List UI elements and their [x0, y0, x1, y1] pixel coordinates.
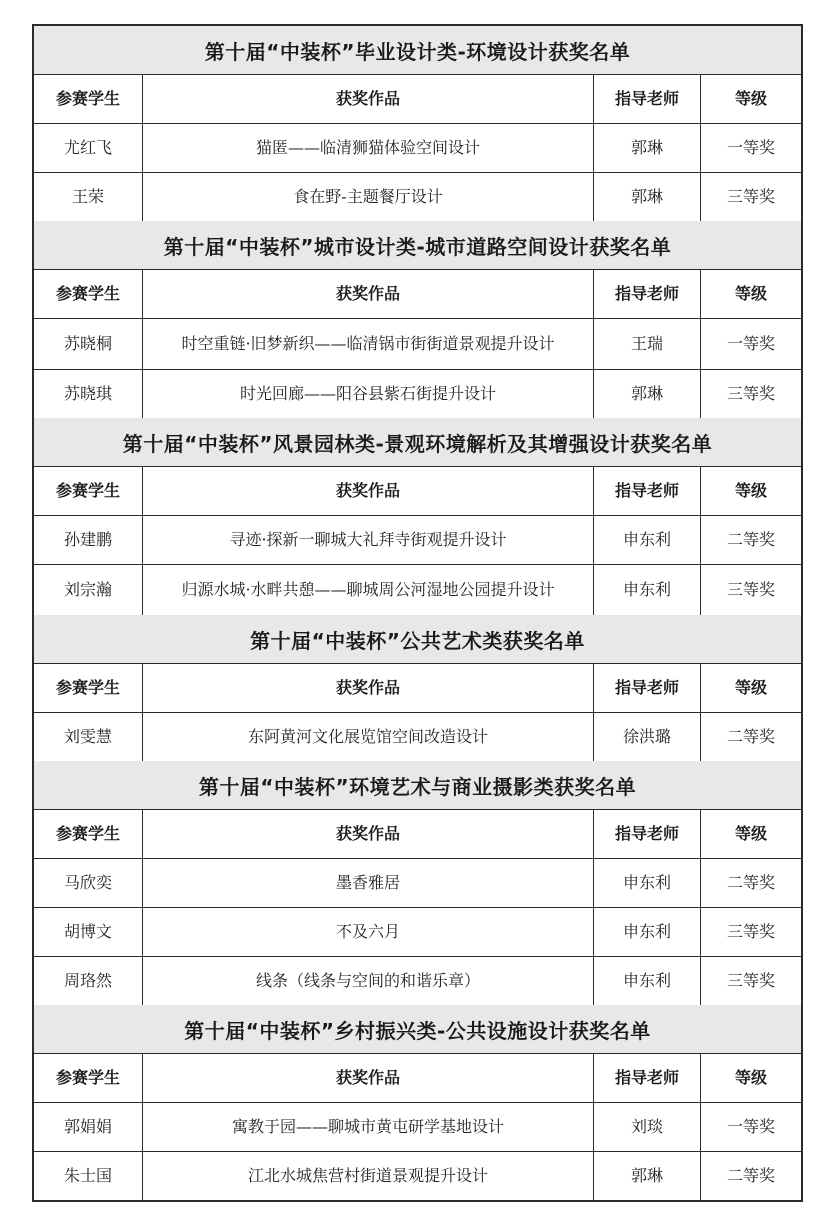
table-header-row	[34, 1054, 801, 1103]
student-cell: 周珞然	[34, 957, 143, 1005]
level-cell: 二等奖	[726, 727, 775, 746]
student-cell: 朱士国	[34, 1152, 143, 1200]
teacher-cell: 郭琳	[594, 370, 701, 418]
level-cell: 三等奖	[726, 971, 775, 990]
teacher-cell: 申东利	[594, 516, 701, 564]
teacher-cell: 徐洪璐	[594, 713, 701, 761]
level-cell: 三等奖	[726, 922, 775, 941]
teacher-cell: 申东利	[594, 908, 701, 956]
work-cell: 寓教于园——聊城市黄屯研学基地设计	[143, 1103, 594, 1151]
work-cell: 江北水城焦营村街道景观提升设计	[143, 1152, 594, 1200]
work-cell: 时空重链·旧梦新织——临清锅市街街道景观提升设计	[143, 319, 594, 369]
work-cell: 猫匿——临清狮猫体验空间设计	[143, 124, 594, 172]
student-cell: 王荣	[34, 173, 143, 221]
table-row	[34, 859, 801, 908]
teacher-cell: 郭琳	[594, 173, 701, 221]
header-level: 等级	[734, 481, 767, 500]
header-work: 获奖作品	[143, 1054, 594, 1102]
level-cell: 二等奖	[726, 530, 775, 549]
header-teacher: 指导老师	[594, 1054, 701, 1102]
work-cell: 不及六月	[143, 908, 594, 956]
header-work: 获奖作品	[143, 75, 594, 123]
table-row	[34, 957, 801, 1005]
header-teacher: 指导老师	[594, 467, 701, 515]
header-student: 参赛学生	[34, 810, 143, 858]
teacher-cell: 申东利	[594, 565, 701, 615]
header-level: 等级	[734, 284, 767, 303]
student-cell: 苏晓琪	[34, 370, 143, 418]
header-work: 获奖作品	[143, 270, 594, 318]
table-header-row	[34, 810, 801, 859]
section-title: 第十届“中装杯”环境艺术与商业摄影类获奖名单	[34, 761, 801, 810]
level-cell: 二等奖	[726, 873, 775, 892]
header-student: 参赛学生	[34, 270, 143, 318]
work-cell: 墨香雅居	[143, 859, 594, 907]
award-section	[34, 418, 801, 615]
table-header-row	[34, 664, 801, 713]
student-cell: 郭娟娟	[34, 1103, 143, 1151]
table-row	[34, 908, 801, 957]
header-student: 参赛学生	[34, 467, 143, 515]
table-row	[34, 1152, 801, 1200]
header-teacher: 指导老师	[594, 664, 701, 712]
teacher-cell: 申东利	[594, 859, 701, 907]
header-teacher: 指导老师	[594, 270, 701, 318]
work-cell: 寻迹·探新一聊城大礼拜寺街观提升设计	[143, 516, 594, 564]
award-section	[34, 761, 801, 1005]
header-level: 等级	[734, 1068, 767, 1087]
teacher-cell: 王瑞	[594, 319, 701, 369]
work-cell: 时光回廊——阳谷县紫石街提升设计	[143, 370, 594, 418]
header-student: 参赛学生	[34, 664, 143, 712]
table-row	[34, 713, 801, 761]
level-cell: 三等奖	[726, 384, 775, 403]
section-title: 第十届“中装杯”公共艺术类获奖名单	[34, 615, 801, 664]
student-cell: 刘雯慧	[34, 713, 143, 761]
award-section	[34, 221, 801, 418]
level-cell: 一等奖	[726, 334, 775, 353]
award-section	[34, 1005, 801, 1200]
table-header-row	[34, 467, 801, 516]
header-level: 等级	[734, 678, 767, 697]
table-row	[34, 516, 801, 565]
award-section	[34, 615, 801, 761]
section-title: 第十届“中装杯”乡村振兴类-公共设施设计获奖名单	[34, 1005, 801, 1054]
level-cell: 一等奖	[726, 138, 775, 157]
header-level: 等级	[734, 89, 767, 108]
header-level: 等级	[734, 824, 767, 843]
header-teacher: 指导老师	[594, 75, 701, 123]
table-header-row	[34, 270, 801, 319]
section-title: 第十届“中装杯”风景园林类-景观环境解析及其增强设计获奖名单	[34, 418, 801, 467]
student-cell: 马欣奕	[34, 859, 143, 907]
table-row	[34, 1103, 801, 1152]
table-row	[34, 370, 801, 418]
work-cell: 东阿黄河文化展览馆空间改造设计	[143, 713, 594, 761]
section-title: 第十届“中装杯”城市设计类-城市道路空间设计获奖名单	[34, 221, 801, 270]
award-list-table	[32, 24, 803, 1202]
table-header-row	[34, 75, 801, 124]
work-cell: 线条（线条与空间的和谐乐章）	[143, 957, 594, 1005]
level-cell: 三等奖	[726, 580, 775, 599]
header-work: 获奖作品	[143, 467, 594, 515]
student-cell: 孙建鹏	[34, 516, 143, 564]
teacher-cell: 刘琰	[594, 1103, 701, 1151]
work-cell: 食在野-主题餐厅设计	[143, 173, 594, 221]
header-teacher: 指导老师	[594, 810, 701, 858]
teacher-cell: 申东利	[594, 957, 701, 1005]
work-cell: 归源水城·水畔共憩——聊城周公河湿地公园提升设计	[143, 565, 594, 615]
level-cell: 三等奖	[726, 187, 775, 206]
level-cell: 一等奖	[726, 1117, 775, 1136]
level-cell: 二等奖	[726, 1166, 775, 1185]
student-cell: 苏晓桐	[34, 319, 143, 369]
teacher-cell: 郭琳	[594, 1152, 701, 1200]
table-row	[34, 565, 801, 615]
table-row	[34, 319, 801, 370]
student-cell: 胡博文	[34, 908, 143, 956]
teacher-cell: 郭琳	[594, 124, 701, 172]
header-student: 参赛学生	[34, 1054, 143, 1102]
student-cell: 刘宗瀚	[34, 565, 143, 615]
header-work: 获奖作品	[143, 810, 594, 858]
award-section	[34, 26, 801, 221]
table-row	[34, 173, 801, 221]
table-row	[34, 124, 801, 173]
student-cell: 尤红飞	[34, 124, 143, 172]
section-title: 第十届“中装杯”毕业设计类-环境设计获奖名单	[34, 26, 801, 75]
header-work: 获奖作品	[143, 664, 594, 712]
header-student: 参赛学生	[34, 75, 143, 123]
